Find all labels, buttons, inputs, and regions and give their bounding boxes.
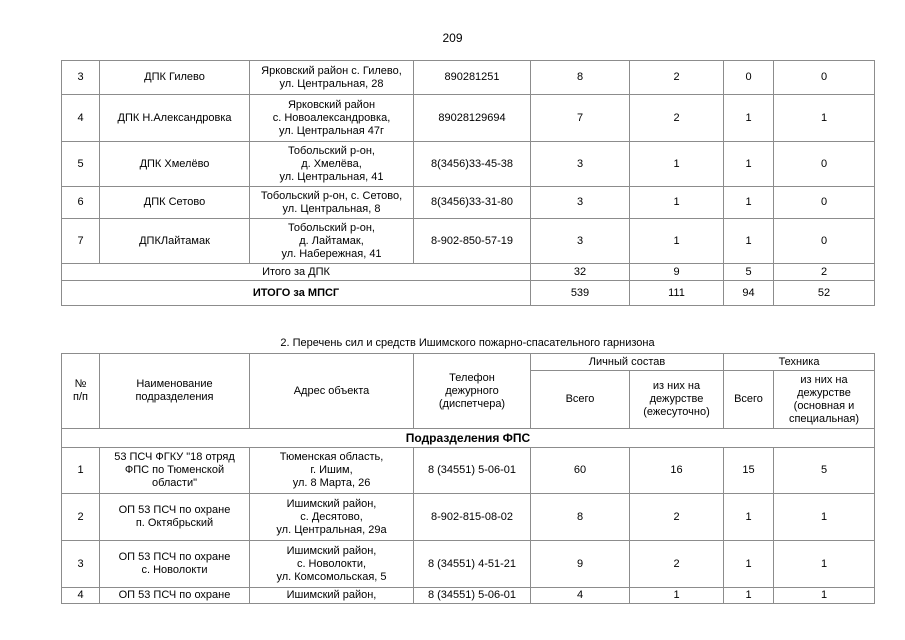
- row-equipment-total: 1: [724, 494, 774, 541]
- row-personnel-total: 8: [531, 494, 630, 541]
- row-address: Ярковский район с. Новоалександровка, ул. Центральная 47г: [250, 95, 414, 142]
- subtotal-row: [62, 264, 875, 281]
- row-equipment-total: 1: [724, 219, 774, 264]
- subtotal-row-equipment-total: 5: [724, 264, 774, 281]
- row-name: 53 ПСЧ ФГКУ "18 отряд ФПС по Тюменской области": [100, 448, 250, 494]
- row-equipment-total: 1: [724, 588, 774, 604]
- header-equipment-duty: из них на дежурстве (основная и специальная): [774, 371, 875, 429]
- row-personnel-duty: 16: [630, 448, 724, 494]
- row-address: Ишимский район, с. Десятово, ул. Центральная, 29а: [250, 494, 414, 541]
- row-equipment-total: 1: [724, 541, 774, 588]
- row-personnel-total: 9: [531, 541, 630, 588]
- row-personnel-total: 3: [531, 187, 630, 219]
- table-row: [62, 588, 875, 604]
- header-personnel-duty: из них на дежурстве (ежесуточно): [630, 371, 724, 429]
- row-name: ДПК Гилево: [100, 61, 250, 95]
- row-name: ОП 53 ПСЧ по охране с. Новолокти: [100, 541, 250, 588]
- table-row: [62, 187, 875, 219]
- row-num: 1: [62, 448, 100, 494]
- row-phone: 8 (34551) 4-51-21: [414, 541, 531, 588]
- table-ishim-garrison: [61, 353, 875, 604]
- row-name: ОП 53 ПСЧ по охране п. Октябрьский: [100, 494, 250, 541]
- row-equipment-duty: 1: [774, 588, 875, 604]
- row-personnel-total: 8: [531, 61, 630, 95]
- row-personnel-total: 60: [531, 448, 630, 494]
- table-row: [62, 219, 875, 264]
- row-phone: 89028129694: [414, 95, 531, 142]
- row-equipment-duty: 1: [774, 494, 875, 541]
- row-name: ДПКЛайтамак: [100, 219, 250, 264]
- row-name: ДПК Хмелёво: [100, 142, 250, 187]
- row-address: Ишимский район,: [250, 588, 414, 604]
- header-equipment: Техника: [724, 354, 875, 371]
- row-address: Ярковский район с. Гилево, ул. Центральная, 28: [250, 61, 414, 95]
- row-equipment-total: 0: [724, 61, 774, 95]
- row-equipment-duty: 0: [774, 61, 875, 95]
- row-name: ДПК Сетово: [100, 187, 250, 219]
- row-phone: 890281251: [414, 61, 531, 95]
- row-address: Тобольский р-он, д. Хмелёва, ул. Центральная, 41: [250, 142, 414, 187]
- row-personnel-total: 3: [531, 219, 630, 264]
- row-equipment-total: 1: [724, 187, 774, 219]
- row-num: 4: [62, 95, 100, 142]
- row-address: Тобольский р-он, с. Сетово, ул. Центральная, 8: [250, 187, 414, 219]
- page-number: 209: [442, 31, 463, 45]
- row-equipment-duty: 1: [774, 95, 875, 142]
- row-address: Тюменская область, г. Ишим, ул. 8 Марта, 26: [250, 448, 414, 494]
- row-personnel-duty: 2: [630, 541, 724, 588]
- header-personnel: Личный состав: [531, 354, 724, 371]
- row-personnel-duty: 1: [630, 187, 724, 219]
- row-personnel-duty: 2: [630, 494, 724, 541]
- row-personnel-duty: 1: [630, 219, 724, 264]
- header-equipment-total: Всего: [724, 371, 774, 429]
- grand-total-row-personnel-duty: 111: [630, 281, 724, 306]
- row-equipment-duty: 0: [774, 219, 875, 264]
- header-personnel-total: Всего: [531, 371, 630, 429]
- table-row: [62, 61, 875, 95]
- header-address: Адрес объекта: [250, 354, 414, 429]
- row-address: Ишимский район, с. Новолокти, ул. Комсомольская, 5: [250, 541, 414, 588]
- row-num: 4: [62, 588, 100, 604]
- row-personnel-total: 4: [531, 588, 630, 604]
- row-personnel-total: 3: [531, 142, 630, 187]
- row-equipment-duty: 0: [774, 142, 875, 187]
- row-name: ДПК Н.Александровка: [100, 95, 250, 142]
- row-num: 7: [62, 219, 100, 264]
- grand-total-row-personnel-total: 539: [531, 281, 630, 306]
- row-phone: 8(3456)33-31-80: [414, 187, 531, 219]
- row-address: Тобольский р-он, д. Лайтамак, ул. Набережная, 41: [250, 219, 414, 264]
- subtotal-row-personnel-duty: 9: [630, 264, 724, 281]
- row-equipment-duty: 1: [774, 541, 875, 588]
- row-phone: 8 (34551) 5-06-01: [414, 588, 531, 604]
- row-num: 3: [62, 541, 100, 588]
- table-dpk: [61, 60, 875, 306]
- row-num: 5: [62, 142, 100, 187]
- header-name: Наименование подразделения: [100, 354, 250, 429]
- table-row: [62, 142, 875, 187]
- grand-total-row-equipment-duty: 52: [774, 281, 875, 306]
- row-equipment-total: 1: [724, 142, 774, 187]
- row-phone: 8(3456)33-45-38: [414, 142, 531, 187]
- row-phone: 8 (34551) 5-06-01: [414, 448, 531, 494]
- row-equipment-duty: 5: [774, 448, 875, 494]
- section-fps: Подразделения ФПС: [62, 429, 875, 448]
- row-equipment-total: 1: [724, 95, 774, 142]
- row-phone: 8-902-850-57-19: [414, 219, 531, 264]
- subtotal-row-personnel-total: 32: [531, 264, 630, 281]
- table-row: [62, 95, 875, 142]
- subtotal-label: Итого за ДПК: [62, 264, 531, 281]
- row-personnel-duty: 1: [630, 142, 724, 187]
- row-equipment-total: 15: [724, 448, 774, 494]
- row-name: ОП 53 ПСЧ по охране: [100, 588, 250, 604]
- grand-total-row: [62, 281, 875, 306]
- row-personnel-duty: 2: [630, 61, 724, 95]
- subtotal-row-equipment-duty: 2: [774, 264, 875, 281]
- row-equipment-duty: 0: [774, 187, 875, 219]
- table-row: [62, 494, 875, 541]
- row-phone: 8-902-815-08-02: [414, 494, 531, 541]
- row-num: 6: [62, 187, 100, 219]
- header-num: № п/п: [62, 354, 100, 429]
- grand-total-label: ИТОГО за МПСГ: [62, 281, 531, 306]
- row-personnel-duty: 2: [630, 95, 724, 142]
- header-phone: Телефон дежурного (диспетчера): [414, 354, 531, 429]
- row-personnel-duty: 1: [630, 588, 724, 604]
- table-row: [62, 448, 875, 494]
- row-num: 2: [62, 494, 100, 541]
- grand-total-row-equipment-total: 94: [724, 281, 774, 306]
- table-row: [62, 541, 875, 588]
- row-personnel-total: 7: [531, 95, 630, 142]
- table2-caption: 2. Перечень сил и средств Ишимского пожарно-спасательного гарнизона: [280, 337, 655, 349]
- row-num: 3: [62, 61, 100, 95]
